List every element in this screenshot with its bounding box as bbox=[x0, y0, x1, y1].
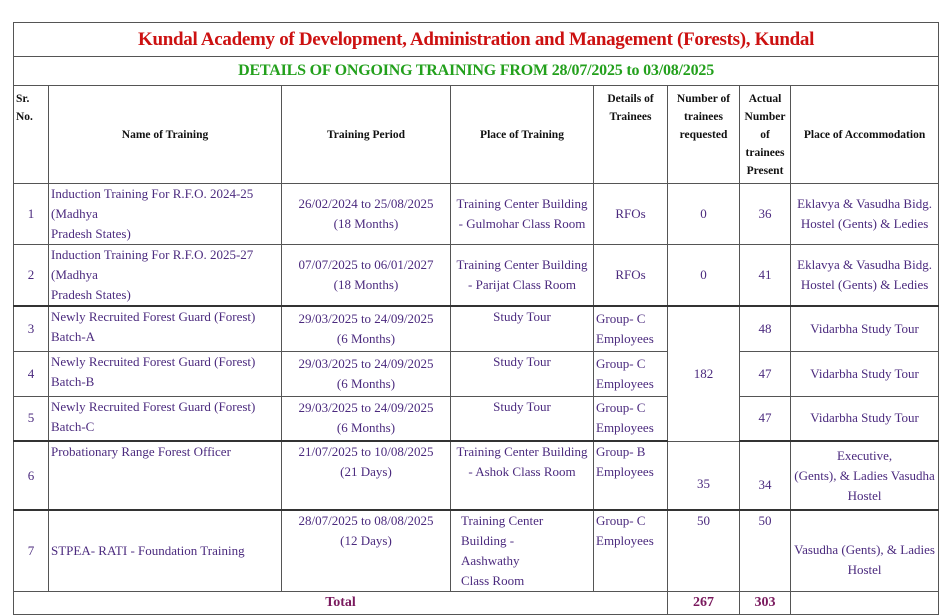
row-name: Newly Recruited Forest Guard (Forest) Batch-B bbox=[49, 351, 282, 396]
col-requested: Number of trainees requested bbox=[668, 86, 740, 184]
row-present: 47 bbox=[740, 351, 791, 396]
row-sr: 3 bbox=[14, 306, 49, 351]
row-name: Induction Training For R.F.O. 2025-27 (Madhya Pradesh States) bbox=[49, 245, 282, 307]
row-place: Training Center Building - Gulmohar Class Room bbox=[451, 184, 594, 245]
row-trainees: Group- C Employees bbox=[594, 510, 668, 592]
total-present: 303 bbox=[740, 592, 791, 615]
row-place: Training Center Building - Aashwathy Class Room bbox=[451, 510, 594, 592]
row-name: Newly Recruited Forest Guard (Forest) Batch-C bbox=[49, 396, 282, 441]
row-place: Study Tour bbox=[451, 306, 594, 351]
row-sr: 2 bbox=[14, 245, 49, 307]
row-period: 29/03/2025 to 24/09/2025 (6 Months) bbox=[282, 351, 451, 396]
table-row bbox=[14, 351, 939, 396]
row-present: 50 bbox=[740, 510, 791, 592]
table-row bbox=[14, 510, 939, 592]
col-period: Training Period bbox=[282, 86, 451, 184]
col-accommodation: Place of Accommodation bbox=[791, 86, 939, 184]
row-trainees: RFOs bbox=[594, 245, 668, 307]
row-period: 21/07/2025 to 10/08/2025 (21 Days) bbox=[282, 441, 451, 510]
table-row bbox=[14, 441, 939, 510]
row-place: Study Tour bbox=[451, 351, 594, 396]
row-requested: 0 bbox=[668, 245, 740, 307]
total-row bbox=[14, 592, 939, 615]
col-present: Actual Number of trainees Present bbox=[740, 86, 791, 184]
row-accommodation: Vidarbha Study Tour bbox=[791, 306, 939, 351]
page-subtitle: DETAILS OF ONGOING TRAINING FROM 28/07/2025 to 03/08/2025 bbox=[14, 57, 939, 86]
row-sr: 4 bbox=[14, 351, 49, 396]
total-label: Total bbox=[14, 592, 668, 615]
total-requested: 267 bbox=[668, 592, 740, 615]
row-present: 36 bbox=[740, 184, 791, 245]
row-period: 29/03/2025 to 24/09/2025 (6 Months) bbox=[282, 306, 451, 351]
row-name: Newly Recruited Forest Guard (Forest) Batch-A bbox=[49, 306, 282, 351]
row-accommodation: Eklavya & Vasudha Bidg. Hostel (Gents) & Ledies bbox=[791, 245, 939, 307]
row-accommodation: Vidarbha Study Tour bbox=[791, 396, 939, 441]
col-srno: Sr. No. bbox=[14, 86, 49, 184]
training-table bbox=[13, 22, 939, 615]
row-trainees: Group- C Employees bbox=[594, 306, 668, 351]
row-place: Training Center Building - Parijat Class Room bbox=[451, 245, 594, 307]
row-accommodation: Vidarbha Study Tour bbox=[791, 351, 939, 396]
row-trainees: Group- B Employees bbox=[594, 441, 668, 510]
row-name: Probationary Range Forest Officer bbox=[49, 441, 282, 510]
row-period: 28/07/2025 to 08/08/2025 (12 Days) bbox=[282, 510, 451, 592]
row-sr: 5 bbox=[14, 396, 49, 441]
row-place: Study Tour bbox=[451, 396, 594, 441]
row-present: 48 bbox=[740, 306, 791, 351]
row-period: 07/07/2025 to 06/01/2027 (18 Months) bbox=[282, 245, 451, 307]
col-trainees: Details of Trainees bbox=[594, 86, 668, 184]
col-place: Place of Training bbox=[451, 86, 594, 184]
row-requested: 182 bbox=[668, 306, 740, 441]
row-requested: 50 bbox=[668, 510, 740, 592]
row-sr: 6 bbox=[14, 441, 49, 510]
row-accommodation: Eklavya & Vasudha Bidg. Hostel (Gents) & Ledies bbox=[791, 184, 939, 245]
row-period: 29/03/2025 to 24/09/2025 (6 Months) bbox=[282, 396, 451, 441]
total-empty bbox=[791, 592, 939, 615]
row-trainees: Group- C Employees bbox=[594, 351, 668, 396]
row-sr: 7 bbox=[14, 510, 49, 592]
header-row bbox=[14, 86, 939, 184]
row-present: 41 bbox=[740, 245, 791, 307]
training-sheet bbox=[13, 22, 938, 615]
row-present: 47 bbox=[740, 396, 791, 441]
table-row bbox=[14, 184, 939, 245]
row-sr: 1 bbox=[14, 184, 49, 245]
row-name: STPEA- RATI - Foundation Training bbox=[49, 510, 282, 592]
row-name: Induction Training For R.F.O. 2024-25 (Madhya Pradesh States) bbox=[49, 184, 282, 245]
row-requested: 35 bbox=[668, 441, 740, 510]
row-present: 34 bbox=[740, 441, 791, 510]
page-title: Kundal Academy of Development, Administration and Management (Forests), Kundal bbox=[14, 23, 939, 57]
row-requested: 0 bbox=[668, 184, 740, 245]
table-row bbox=[14, 245, 939, 307]
table-row bbox=[14, 306, 939, 351]
row-period: 26/02/2024 to 25/08/2025 (18 Months) bbox=[282, 184, 451, 245]
row-trainees: Group- C Employees bbox=[594, 396, 668, 441]
col-name: Name of Training bbox=[49, 86, 282, 184]
row-accommodation: Executive, (Gents), & Ladies Vasudha Hostel bbox=[791, 441, 939, 510]
row-accommodation: Vasudha (Gents), & Ladies Hostel bbox=[791, 510, 939, 592]
row-place: Training Center Building - Ashok Class Room bbox=[451, 441, 594, 510]
row-trainees: RFOs bbox=[594, 184, 668, 245]
table-row bbox=[14, 396, 939, 441]
